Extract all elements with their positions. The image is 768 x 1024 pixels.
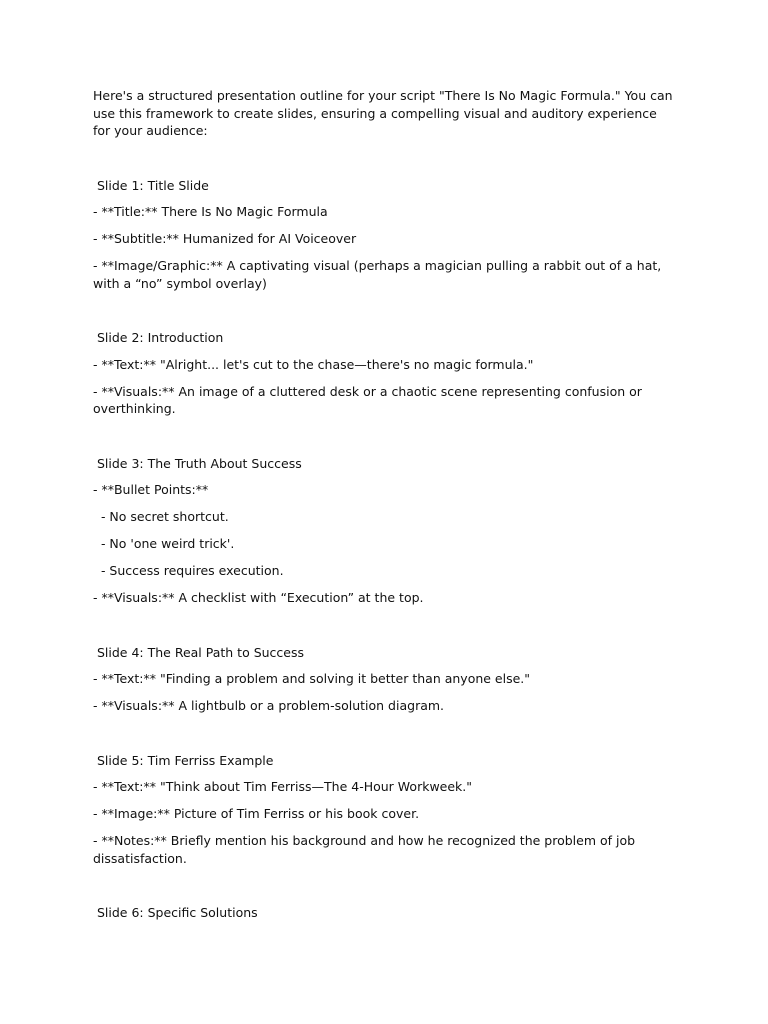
slide-heading: Slide 3: The Truth About Success xyxy=(93,455,302,471)
list-item: - No secret shortcut. xyxy=(93,509,229,524)
list-item: - **Visuals:** An image of a cluttered desk or a chaotic scene representing confusion or overthinking. xyxy=(93,383,646,416)
intro-paragraph: Here's a structured presentation outline for your script "There Is No Magic Formula." You can use this framework to create slides, ensuring a compelling visual and auditory experience for your audience: xyxy=(93,88,677,138)
slide-heading: Slide 5: Tim Ferriss Example xyxy=(93,752,274,768)
list-item: - **Bullet Points:** xyxy=(93,482,209,497)
list-item: - **Text:** "Think about Tim Ferriss—The 4-Hour Workweek." xyxy=(93,779,473,794)
slide-heading: Slide 2: Introduction xyxy=(93,330,224,345)
list-item: - **Visuals:** A checklist with “Execution” at the top. xyxy=(93,590,424,605)
list-item: - **Text:** "Finding a problem and solving it better than anyone else." xyxy=(93,671,531,686)
document-body xyxy=(93,87,677,931)
list-item: - **Subtitle:** Humanized for AI Voiceover xyxy=(93,231,357,246)
list-item: - **Title:** There Is No Magic Formula xyxy=(93,204,328,219)
list-item: - Success requires execution. xyxy=(93,563,284,578)
slide-heading: Slide 1: Title Slide xyxy=(93,177,209,193)
slide-heading: Slide 6: Specific Solutions xyxy=(93,905,258,920)
list-item: - **Image:** Picture of Tim Ferriss or his book cover. xyxy=(93,806,420,821)
list-item: - No 'one weird trick'. xyxy=(93,536,235,551)
slide-heading: Slide 4: The Real Path to Success xyxy=(93,644,305,660)
list-item: - **Visuals:** A lightbulb or a problem-solution diagram. xyxy=(93,698,445,713)
list-item: - **Notes:** Briefly mention his background and how he recognized the problem of job dissatisfaction. xyxy=(93,833,640,866)
list-item: - **Image/Graphic:** A captivating visual (perhaps a magician pulling a rabbit out of a hat, with a “no” symbol overlay) xyxy=(93,258,666,291)
list-item: - **Text:** "Alright... let's cut to the chase—there's no magic formula." xyxy=(93,356,534,372)
